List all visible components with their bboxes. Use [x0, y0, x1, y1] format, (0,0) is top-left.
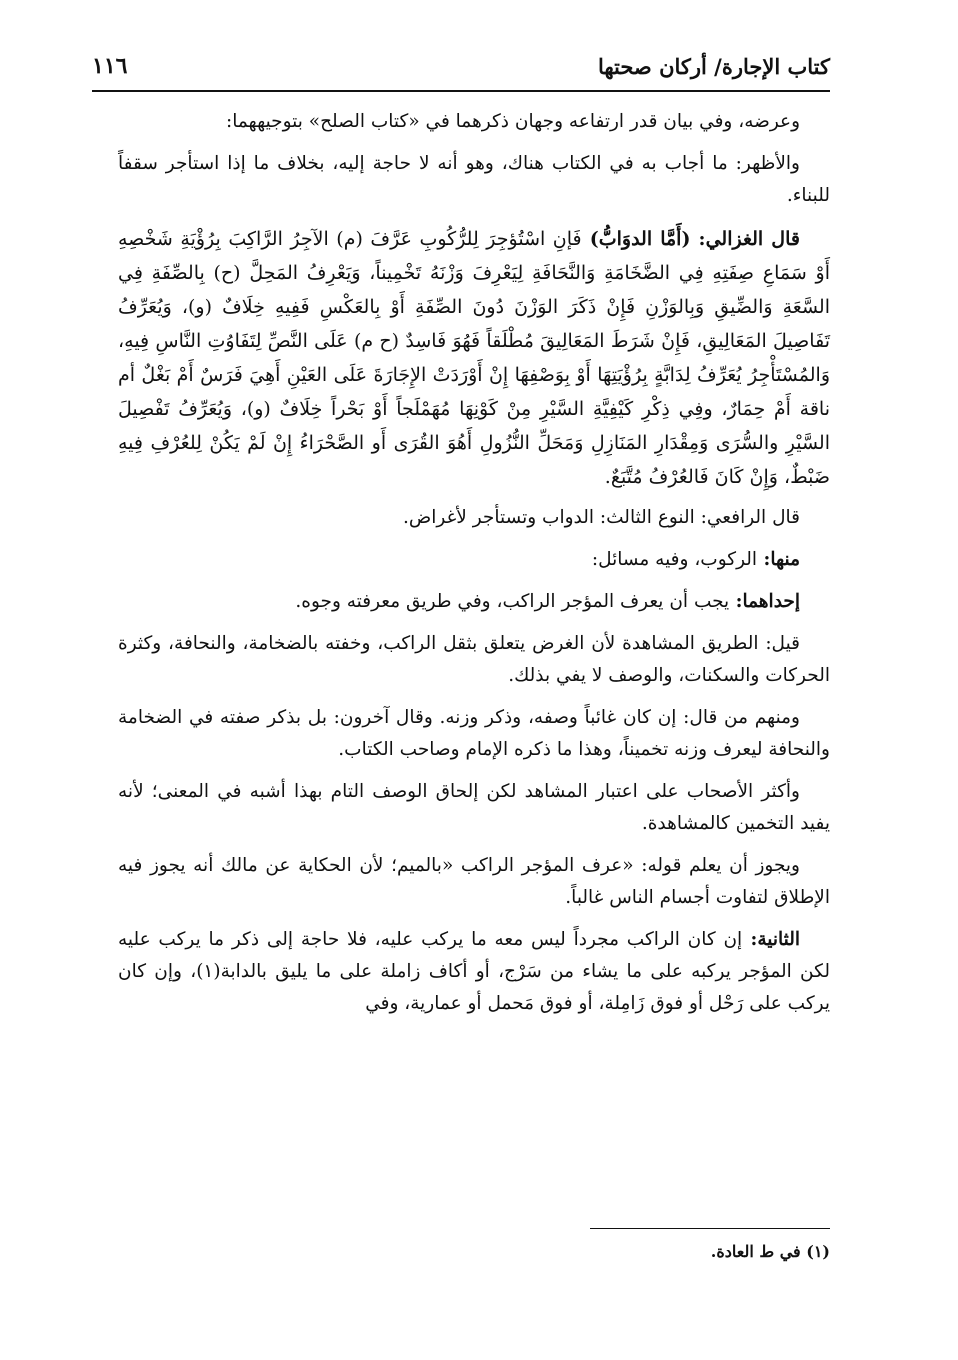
header-rule: [92, 90, 830, 92]
page-number: ١١٦: [92, 53, 128, 79]
ghazali-paragraph: قال الغزالي: (أَمَّا الدوَابُّ) فَإنِ اسْتُؤجِرَ لِلرُّكُوبِ عَرَّفَ (م) الآجِرُ الرَّاكِبَ بِرُؤْيَةِ شَخْصِهِ أَوْ سَمَاعِ صِفَتِهِ فِي الضَّخَامَةِ وَالنَّحَافَةِ لِيَعْرِفَ وَزْنَهُ تَخْمِيناً، وَيَعْرِفُ المَحِلَّ (ح) بِالصِّفَةِ فِي السَّعَةِ وَالضِّيقِ وَبِالوَزْنِ فَإِنْ ذَكَرَ الوَزْنَ دُونَ الصِّفَةِ أَوْ بِالعَكْسِ فَفِيهِ خِلَافٌ (و)، وَيُعَرِّفُ تَفَاصِيلَ المَعَالِيقِ، فَإِنْ شَرَطَ المَعَالِيقَ مُطْلَقاً فَهُوَ فَاسِدٌ (ح م) عَلَى النَّصِّ لِتَفَاوُتِ النَّاسِ فِيهِ، وَالمُسْتَأْجِرُ يُعَرِّفُ لِدَابَّةٍ بِرُؤْيَتِهَا أَوْ بِوَصْفِهَا إِنْ أَوْرَدَتْ الإِجَارَةَ عَلَى العَيْنِ أَهِيَ فَرَسٌ أَمْ بَغْلٌ أم ناقة أَمْ حِمَارٌ، وفِي ذِكْرِ كَيْفِيَّةِ السَّيْرِ مِنْ كَوْنِهَا مُهَمْلَجاً أَوْ بَحْراً خِلَافٌ (و)، وَيُعَرِّفُ تَفْصِيلَ السَّيْرِ والسُّرَى وَمِقْدَارِ المَنَازِلِ وَمَحَلِّ النُّزُولِ أَهُوَ القُرَى أَو الصَّحْرَاءُ إِنْ لَمْ يَكُنْ لِلعُرْفِ فِيهِ ضَبْطٌ، وَإِنْ كَانَ فَالعُرْفُ مُتَّبَعٌ.: [118, 228, 830, 488]
paragraph: منها: الركوب، وفيه مسائل:: [591, 549, 800, 570]
paragraph: ويجوز أن يعلم قوله: «عرف المؤجر الراكب «بالميم؛ لأن الحكاية عن مالك أنه يجوز فيه الإطلاق لتفاوت أجسام الناس غالباً.: [118, 855, 830, 908]
running-title: كتاب الإجارة/ أركان صحتها: [597, 53, 830, 79]
paragraph: وأكثر الأصحاب على اعتبار المشاهد لكن إلحاق الوصف التام بهذا أشبه في المعنى؛ لأنه يفيد التخمين كالمشاهدة.: [118, 781, 830, 834]
paragraph: إحداهما: يجب أن يعرف المؤجر الراكب، وفي طريق معرفته وجوه.: [295, 591, 800, 612]
paragraph: والأظهر: ما أجاب به في الكتاب هناك، وهو أنه لا حاجة إليه، بخلاف ما إذا استأجر سقفاً للبناء.: [118, 153, 830, 206]
footnote-rule: [590, 1228, 830, 1229]
main-text: [118, 106, 830, 1030]
paragraph: ومنهم من قال: إن كان غائباً وصفه، وذكر وزنه. وقال آخرون: بل بذكر صفته في الضخامة والنحافة ليعرف وزنه تخميناً، وهذا ما ذكره الإمام وصاحب الكتاب.: [118, 707, 830, 760]
paragraph: قيل: الطريق المشاهدة لأن الغرض يتعلق بثقل الراكب، وخفته بالضخامة، والنحافة، وكثرة الحركات والسكنات، والوصف لا يفي بذلك.: [118, 633, 830, 686]
page-header: [92, 44, 830, 88]
footnote: (١) في ط العادة.: [710, 1242, 830, 1261]
paragraph: قال الرافعي: النوع الثالث: الدواب وتستأجر لأغراض.: [403, 507, 800, 528]
paragraph: وعرضه، وفي بيان قدر ارتفاعه وجهان ذكرهما في «كتاب الصلح» بتوجيههما:: [225, 111, 800, 132]
paragraph: الثانية: إن كان الراكب مجرداً ليس معه ما يركب عليه، فلا حاجة إلى ذكر ما يركب عليه لكن المؤجر يركبه على ما يشاء من سَرْج، أو أكاف زاملة على ما يليق بالدابة(١)، وإن كان يركب على رَحْل أو فوق زَامِلة، أو فوق مَحمل أو عمارية، وفي: [118, 929, 830, 1014]
